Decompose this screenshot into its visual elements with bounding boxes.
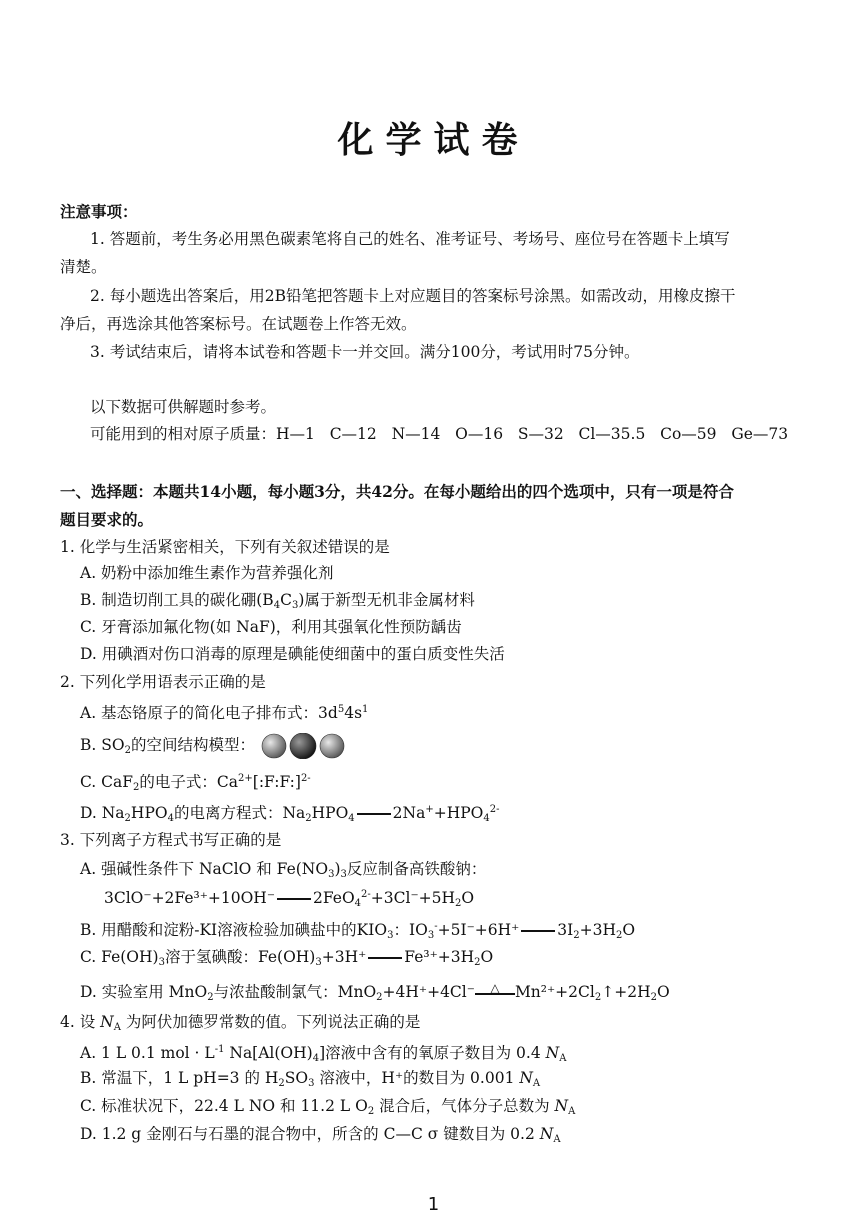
q2-d-text: D. Na [80,804,125,822]
q1-option-a: A. 奶粉中添加维生素作为营养强化剂 [80,564,334,582]
q4-c-na-sub: A [568,1106,576,1117]
q3-c-sub2: 3 [315,957,322,968]
q2-d-rhs-sup: + [425,804,434,815]
q3-b-rhs-sub2: 2 [616,930,623,941]
q1-b-sub: 4 [273,600,281,611]
mass-cl: Cl—35.5 [578,425,646,443]
q2-d-sub3: 2 [305,813,312,824]
q3-b-text2: ：IO [393,921,428,939]
q4-a-na: N [545,1044,560,1062]
q4-stem-text2: 为阿伏加德罗常数的值。下列说法正确的是 [120,1013,421,1031]
q4-a-sub: 4 [312,1053,320,1064]
so2-model-image [260,733,346,759]
q2-a-text: A. 基态铬原子的简化电子排布式：3d [80,704,338,722]
page-number: 1 [427,1194,440,1215]
q2-option-d [80,800,500,829]
q2-option-c [80,769,311,798]
q2-c-text2: 的电子式：Ca [139,773,239,791]
q3-b-text: B. 用醋酸和淀粉-KI溶液检验加碘盐中的KIO [80,921,388,939]
q3-c-lhs: +3H⁺ [321,948,367,966]
q3-a-eq-rhs: 2FeO [313,889,355,907]
q4-b-text2: SO [284,1069,309,1087]
q2-d-rhs-sup2: 2- [489,804,500,815]
q4-option-b [80,1068,540,1094]
q2-b-text: B. SO [80,736,125,754]
q4-a-sup: -1 [214,1044,225,1055]
q2-c-sub: 2 [133,782,140,793]
q2-d-text4: HPO [311,804,349,822]
q1-b-text3: )属于新型无机非金属材料 [298,591,475,609]
q2-option-b [80,733,346,761]
atomic-masses-label: 可能用到的相对原子质量： [90,425,277,443]
q3-b-sup: - [434,921,438,932]
notice-item-2: 2. 每小题选出答案后，用2B铅笔把答题卡上对应题目的答案标号涂黑。如需改动，用橡皮擦干 [90,287,736,305]
q3-option-c [80,947,493,973]
q4-option-d [80,1124,561,1150]
q3-option-a [80,859,486,885]
q3-b-rhs: 3I [557,921,574,939]
q4-option-a [80,1040,566,1069]
q4-c-text: C. 标准状况下，22.4 L NO 和 11.2 L O [80,1097,368,1115]
q2-d-text2: HPO [130,804,168,822]
q4-a-text2: Na[Al(OH) [224,1044,313,1062]
q3-option-b [80,917,635,946]
q1-stem: 1. 化学与生活紧密相关，下列有关叙述错误的是 [60,538,390,556]
q4-b-text3: 溶液中，H⁺的数目为 0.001 [314,1069,520,1087]
notice-item-1: 1. 答题前，考生务必用黑色碳素笔将自己的姓名、准考证号、考场号、座位号在答题卡上填写 [90,230,730,248]
q3-c-rhs2: O [480,948,494,966]
q4-stem [60,1012,420,1038]
q4-na: N [100,1013,114,1031]
q3-d-text: D. 实验室用 MnO [80,983,208,1001]
q3-b-rhs-sub: 2 [573,930,580,941]
heating-condition [475,980,515,995]
q2-d-text3: 的电离方程式：Na [173,804,306,822]
q3-a-eq-lhs: 3ClO⁻+2Fe³⁺+10OH⁻ [104,889,276,907]
section-1-heading-cont: 题目要求的。 [60,510,154,529]
q2-d-rhs-sub: 4 [483,813,490,824]
q3-b-sub: 3 [387,930,394,941]
q2-c-electron-formula: [:F:F:] [252,773,301,791]
equals-sign [521,930,555,932]
q4-c-na: N [554,1097,569,1115]
q3-d-rhs: Mn²⁺+2Cl [514,983,595,1001]
q3-a-sub2: 3 [340,869,347,880]
q4-c-text2: 混合后，气体分子总数为 [374,1097,555,1115]
q1-option-c: C. 牙膏添加氟化物(如 NaF)，利用其强氧化性预防龋齿 [80,618,462,636]
q3-a-eq-rhs2: +3Cl⁻+5H [370,889,456,907]
q3-b-rhs2: +3H [579,921,617,939]
q1-b-text: B. 制造切削工具的碳化硼(B [80,591,274,609]
q3-a-eq-sup: 2- [361,889,371,900]
q4-b-na-sub: A [532,1078,541,1089]
q4-d-na-sub: A [553,1134,561,1145]
notice-heading: 注意事项： [60,202,138,221]
q3-d-rhs-sub: 2 [594,992,602,1003]
q4-a-text3: ]溶液中含有的氧原子数目为 0.4 [319,1044,546,1062]
q2-d-sub2: 4 [167,813,174,824]
mass-ge: Ge—73 [731,425,789,443]
q3-a-eq-rhs3: O [461,889,475,907]
q4-d-text: D. 1.2 g 金刚石与石墨的混合物中，所含的 C—C σ 键数目为 0.2 [80,1125,540,1143]
equals-sign [368,957,402,959]
q4-na-sub: A [113,1022,121,1033]
q4-b-sub2: 3 [308,1078,315,1089]
q2-option-a [80,700,368,723]
q2-stem: 2. 下列化学用语表示正确的是 [60,673,266,691]
q2-a-text2: 4s [344,704,363,722]
q4-b-sub: 2 [278,1078,285,1089]
q1-option-d: D. 用碘酒对伤口消毒的原理是碘能使细菌中的蛋白质变性失活 [80,645,505,663]
q4-option-c [80,1096,575,1122]
notice-item-2-cont: 净后，再选涂其他答案标号。在试题卷上作答无效。 [60,315,417,333]
q3-d-lhs: +4H⁺+4Cl⁻ [382,983,475,1001]
equals-sign [277,898,311,900]
q2-b-sub: 2 [124,745,131,756]
q3-a-eq-sub: 4 [354,898,362,909]
q2-c-text: C. CaF [80,773,134,791]
q2-d-rhs2: +HPO [433,804,484,822]
q3-d-sub: 2 [207,992,214,1003]
q1-b-sub2: 3 [291,600,299,611]
q3-a-sub: 3 [328,869,335,880]
q3-d-rhs2: ↑+2H [601,983,651,1001]
q2-c-sup2: 2- [300,773,311,784]
q2-b-text2: 的空间结构模型： [130,736,255,754]
equals-sign [357,813,391,815]
q4-b-na: N [519,1069,533,1087]
q2-d-rhs: 2Na [392,804,426,822]
q3-d-rhs3: O [656,983,670,1001]
q2-a-sup2: 1 [362,704,369,715]
q3-b-sub2: 3 [427,930,435,941]
q4-c-sub: 2 [367,1106,375,1117]
mass-o: O—16 [455,425,504,443]
mass-s: S—32 [517,425,564,443]
q2-a-sup: 5 [337,704,345,715]
notice-item-1-cont: 清楚。 [60,258,107,276]
q3-option-d [80,982,670,1008]
page-title: 化学试卷 [337,119,530,161]
atomic-masses [90,424,788,444]
q3-a-eq-sub2: 2 [455,898,462,909]
mass-h: H—1 [276,425,315,443]
q3-c-text2: 溶于氢碘酸：Fe(OH) [164,948,316,966]
reference-intro: 以下数据可供解题时参考。 [90,398,277,416]
q3-c-rhs: Fe³⁺+3H [404,948,475,966]
q3-c-text: C. Fe(OH) [80,948,159,966]
q3-d-sub2: 2 [376,992,383,1003]
mass-c: C—12 [329,425,377,443]
q4-a-text: A. 1 L 0.1 mol · L [80,1044,215,1062]
q4-b-text: B. 常温下，1 L pH=3 的 H [80,1069,279,1087]
q3-b-lhs: +5I⁻+6H⁺ [437,921,520,939]
mass-co: Co—59 [660,425,717,443]
q1-option-b [80,590,475,616]
section-1-heading: 一、选择题：本题共14小题，每小题3分，共42分。在每小题给出的四个选项中，只有一项是符合 [60,482,734,501]
q2-c-sup: 2+ [238,773,253,784]
q3-a-text2: ) [334,860,341,878]
q3-d-rhs-sub2: 2 [650,992,657,1003]
mass-n: N—14 [391,425,441,443]
q4-d-na: N [539,1125,554,1143]
q3-d-text2: 与浓盐酸制氯气：MnO [213,983,377,1001]
q1-b-text2: C [280,591,292,609]
q3-a-text3: 反应制备高铁酸钠： [346,860,487,878]
q3-stem: 3. 下列离子方程式书写正确的是 [60,831,282,849]
q3-c-rhs-sub: 2 [474,957,481,968]
q2-d-sub4: 4 [348,813,355,824]
heat-symbol: △ [490,980,500,995]
q3-c-sub: 3 [158,957,165,968]
q3-a-text: A. 强碱性条件下 NaClO 和 Fe(NO [80,860,329,878]
q4-a-na-sub: A [559,1053,567,1064]
notice-item-3: 3. 考试结束后，请将本试卷和答题卡一并交回。满分100分，考试用时75分钟。 [90,343,640,361]
q2-d-sub: 2 [124,813,131,824]
q3-option-a-equation [104,885,474,914]
q3-b-rhs3: O [622,921,636,939]
q4-stem-text: 4. 设 [60,1013,101,1031]
